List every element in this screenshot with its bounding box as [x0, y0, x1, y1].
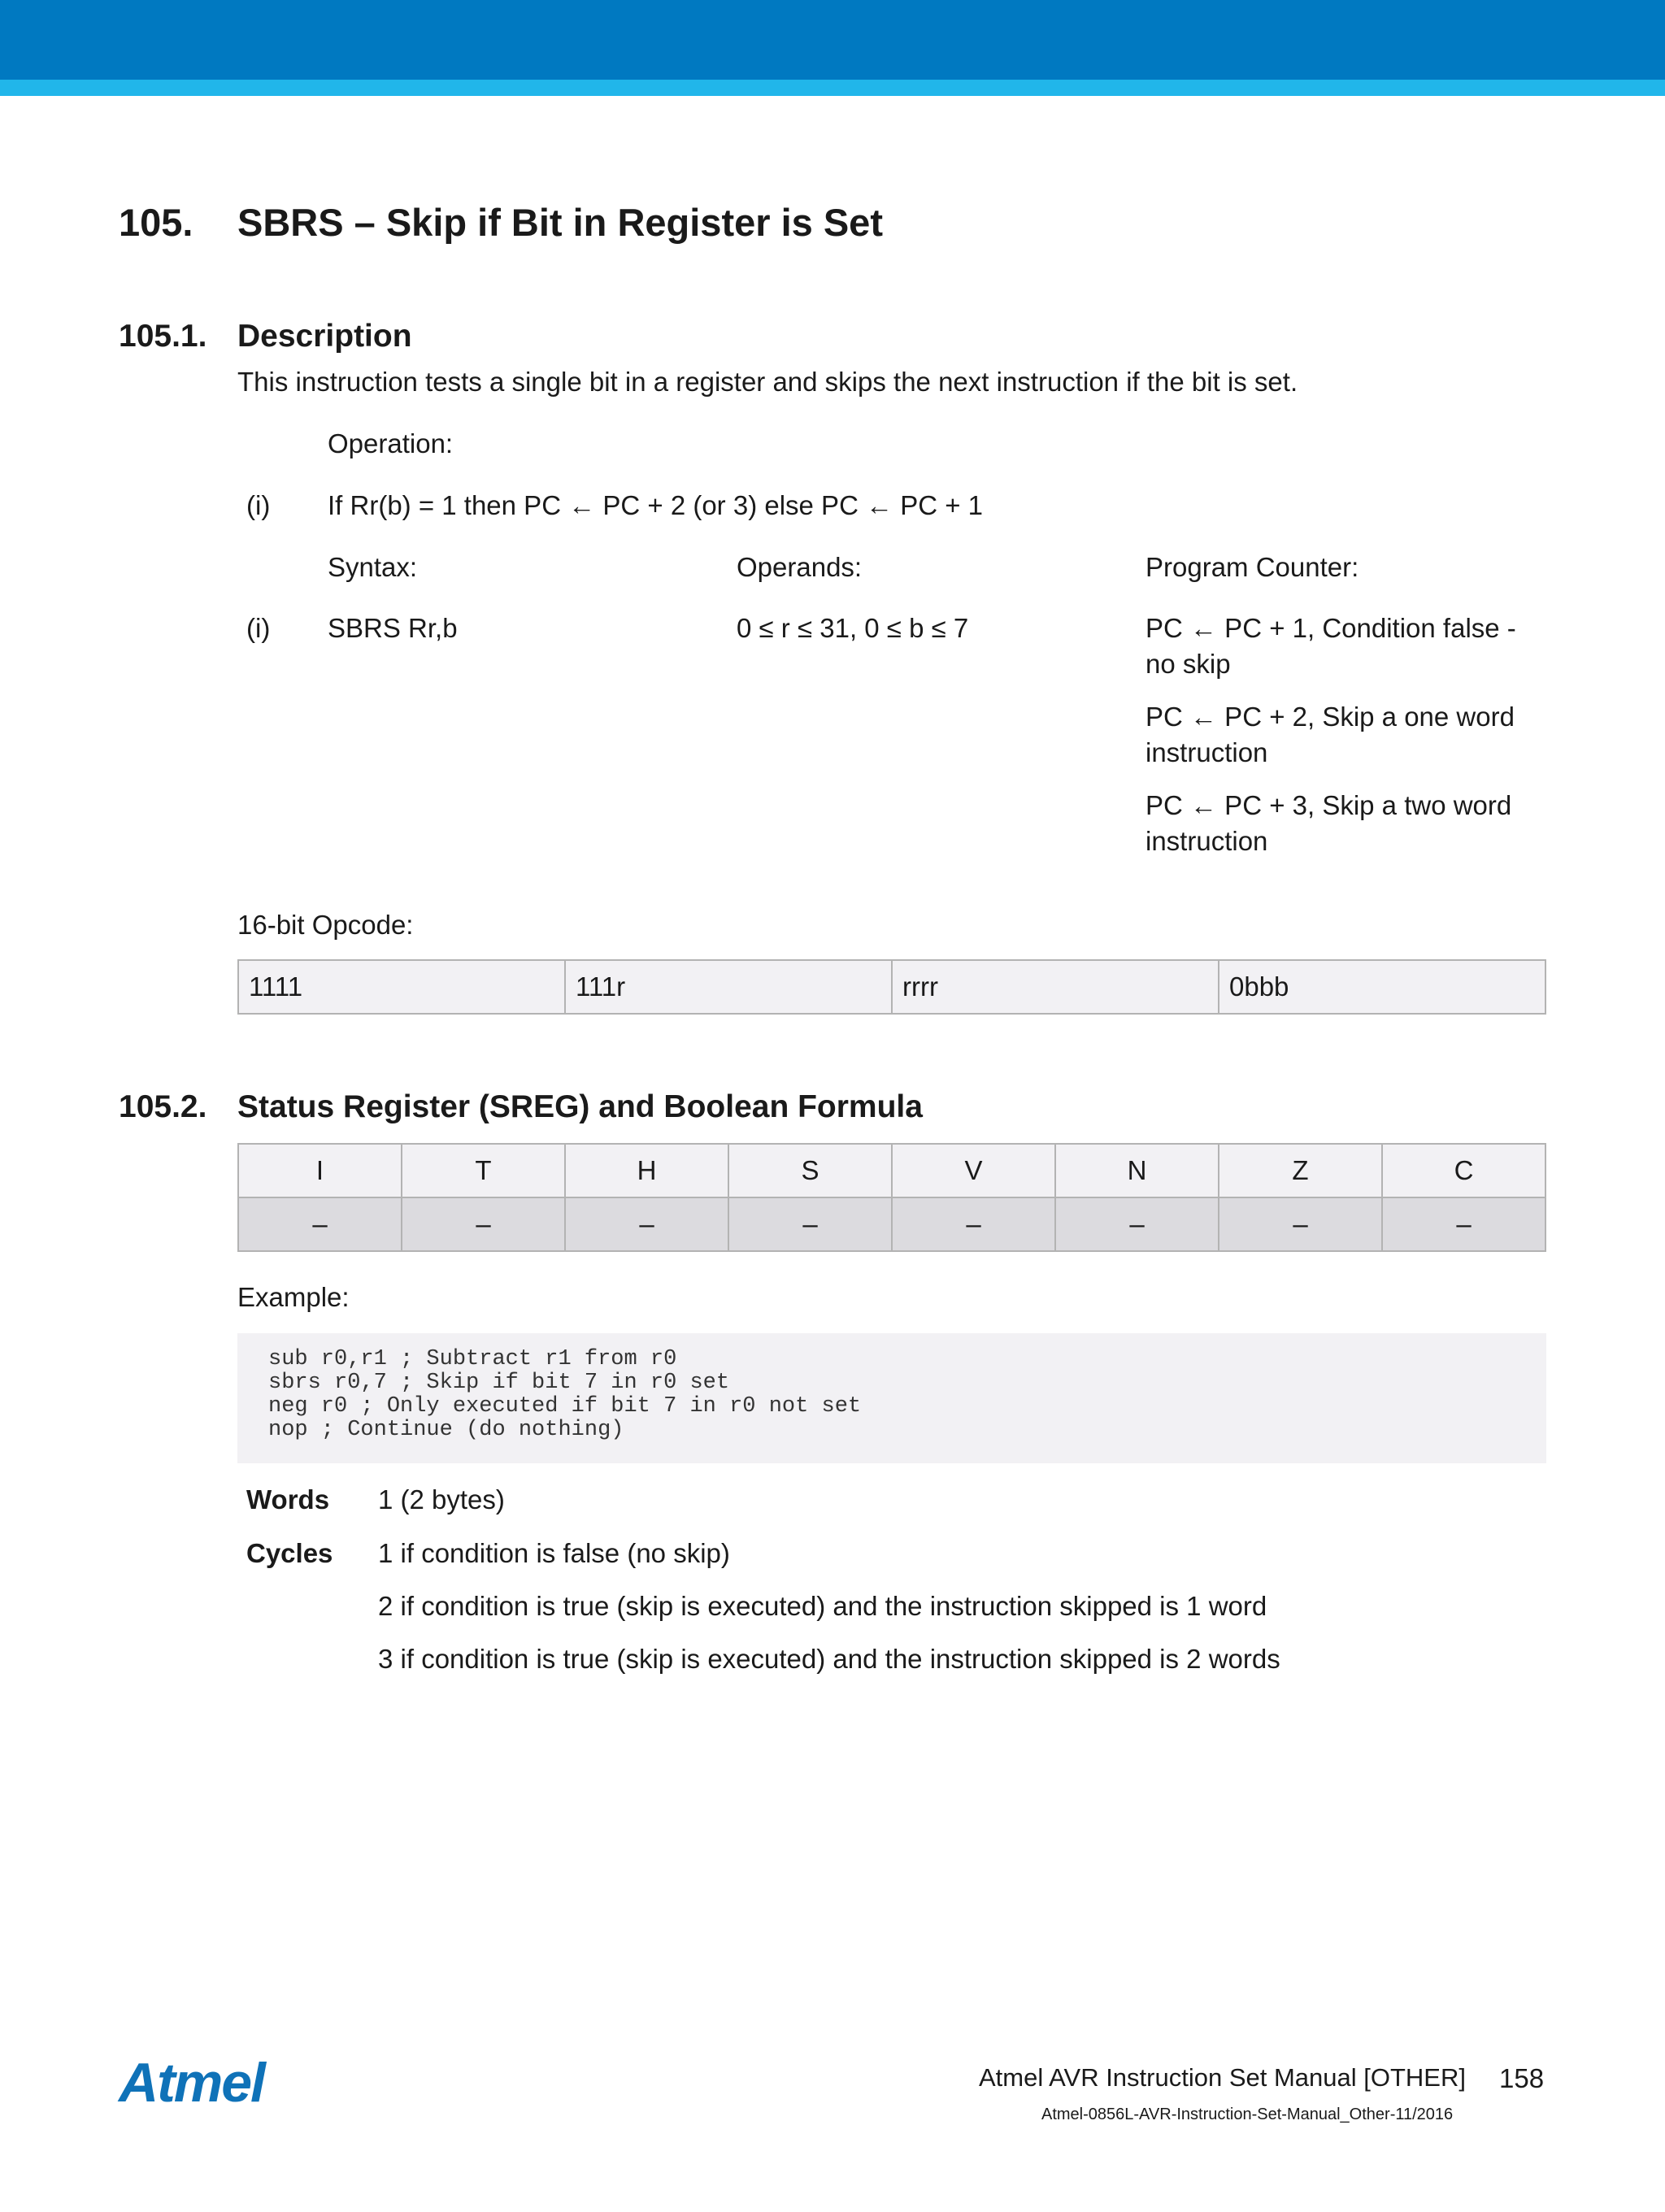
- sreg-flag: T: [402, 1144, 565, 1197]
- opcode-cell: rrrr: [892, 960, 1219, 1014]
- sreg-value: –: [1055, 1197, 1219, 1251]
- opcode-cell: 1111: [238, 960, 565, 1014]
- sreg-flag: N: [1055, 1144, 1219, 1197]
- sreg-flag: Z: [1219, 1144, 1382, 1197]
- cycles-line: 1 if condition is false (no skip): [378, 1538, 730, 1568]
- manual-title: Atmel AVR Instruction Set Manual [OTHER]: [979, 2063, 1466, 2092]
- code-line: nop ; Continue (do nothing): [268, 1418, 624, 1442]
- words-value: 1 (2 bytes): [378, 1484, 505, 1515]
- page-number: 158: [1499, 2063, 1545, 2093]
- opcode-label: 16-bit Opcode:: [237, 910, 414, 940]
- subsection-number: 105.1.: [119, 319, 207, 354]
- opcode-cell: 0bbb: [1219, 960, 1545, 1014]
- atmel-logo: Atmel: [119, 2052, 264, 2114]
- doc-id: Atmel-0856L-AVR-Instruction-Set-Manual_Other-11/2016: [1041, 2106, 1454, 2123]
- syntax-label: Syntax:: [328, 552, 418, 582]
- sreg-table: [237, 1143, 1546, 1252]
- header-band: [0, 0, 1665, 80]
- operation-text: If Rr(b) = 1 then PC ← PC + 2 (or 3) else PC ← PC + 1: [328, 490, 984, 520]
- cycles-line: 2 if condition is true (skip is executed) and the instruction skipped is 1 word: [378, 1591, 1267, 1621]
- code-example: [237, 1333, 1546, 1463]
- subsection-number: 105.2.: [119, 1089, 207, 1124]
- sreg-flag: S: [728, 1144, 892, 1197]
- sreg-value: –: [1382, 1197, 1545, 1251]
- code-line: sbrs r0,7 ; Skip if bit 7 in r0 set: [268, 1371, 730, 1395]
- description-text: This instruction tests a single bit in a register and skips the next instruction if the bit is set.: [237, 367, 1298, 397]
- cycles-line: 3 if condition is true (skip is executed) and the instruction skipped is 2 words: [378, 1644, 1280, 1674]
- code-line: neg r0 ; Only executed if bit 7 in r0 not set: [268, 1394, 862, 1419]
- pc-line: PC ← PC + 2, Skip a one word: [1146, 702, 1515, 732]
- sreg-value: –: [728, 1197, 892, 1251]
- section-number: 105.: [119, 201, 193, 244]
- syntax-index: (i): [246, 613, 271, 643]
- pc-line: PC ← PC + 1, Condition false -: [1146, 613, 1516, 643]
- operands-text: 0 ≤ r ≤ 31, 0 ≤ b ≤ 7: [737, 613, 969, 643]
- pc-line: no skip: [1146, 649, 1231, 679]
- pc-line: PC ← PC + 3, Skip a two word: [1146, 790, 1512, 820]
- cycles-label: Cycles: [246, 1538, 333, 1568]
- sreg-value: –: [238, 1197, 402, 1251]
- header-stripe: [0, 80, 1665, 96]
- operation-label: Operation:: [328, 428, 454, 458]
- sreg-value: –: [1219, 1197, 1382, 1251]
- pc-line: instruction: [1146, 737, 1268, 767]
- subsection-heading: Status Register (SREG) and Boolean Formula: [237, 1089, 923, 1124]
- syntax-text: SBRS Rr,b: [328, 613, 458, 643]
- operation-index: (i): [246, 490, 271, 520]
- sreg-value: –: [892, 1197, 1055, 1251]
- section-title: SBRS – Skip if Bit in Register is Set: [237, 201, 883, 244]
- subsection-heading: Description: [237, 319, 412, 354]
- opcode-table: [237, 959, 1546, 1015]
- sreg-flag: C: [1382, 1144, 1545, 1197]
- sreg-flag: I: [238, 1144, 402, 1197]
- pc-line: instruction: [1146, 826, 1268, 856]
- opcode-cell: 111r: [565, 960, 892, 1014]
- words-label: Words: [246, 1484, 330, 1515]
- example-label: Example:: [237, 1282, 350, 1312]
- sreg-value: –: [402, 1197, 565, 1251]
- sreg-flag: V: [892, 1144, 1055, 1197]
- program-counter-label: Program Counter:: [1146, 552, 1359, 582]
- sreg-flag: H: [565, 1144, 728, 1197]
- code-line: sub r0,r1 ; Subtract r1 from r0: [268, 1347, 677, 1371]
- operands-label: Operands:: [737, 552, 863, 582]
- sreg-value: –: [565, 1197, 728, 1251]
